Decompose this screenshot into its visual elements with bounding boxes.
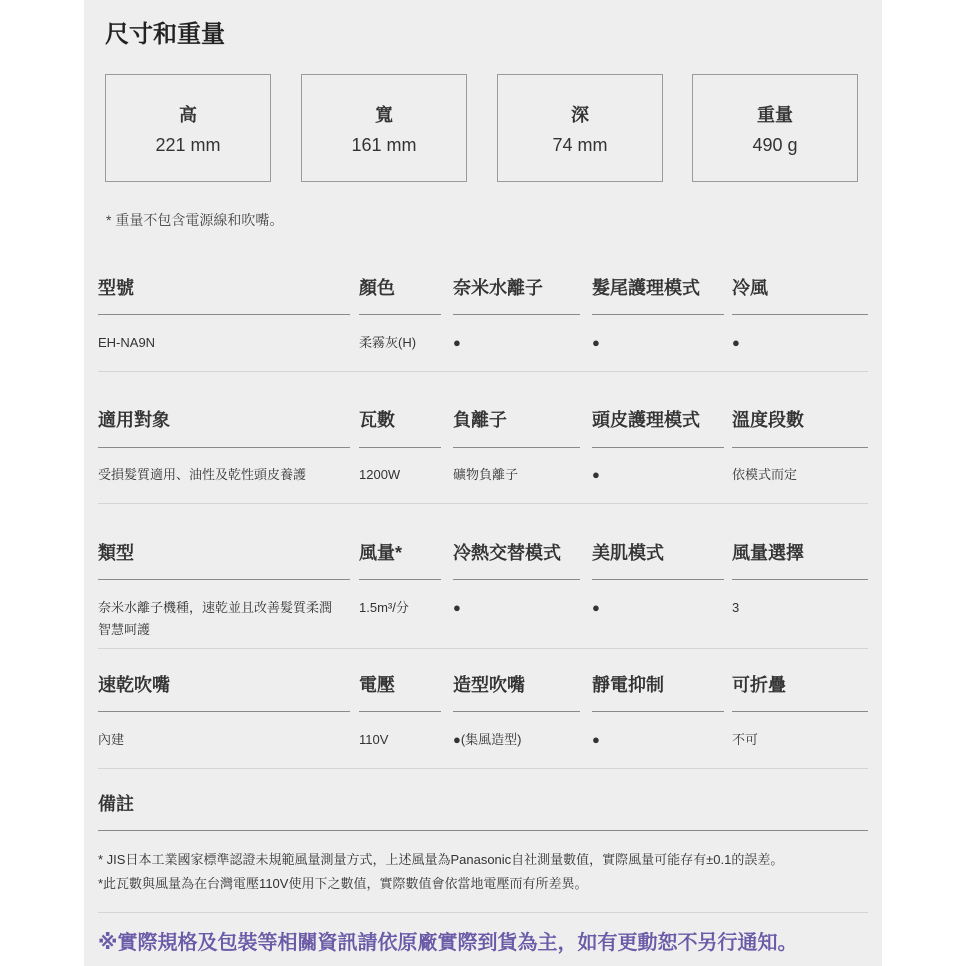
spec-value: ● — [453, 335, 461, 350]
header-rule — [453, 447, 580, 448]
header-rule — [592, 579, 724, 580]
spec-header: 風量* — [359, 543, 403, 563]
spec-header: 型號 — [98, 278, 134, 298]
spec-value: ● — [592, 732, 600, 747]
spec-value: EH-NA9N — [98, 335, 156, 350]
spec-header: 溫度段數 — [732, 410, 804, 430]
header-rule — [359, 314, 441, 315]
dim-label: 寬 — [375, 105, 393, 125]
spec-value: 1.5m³/分 — [359, 600, 409, 615]
spec-header: 髮尾護理模式 — [592, 278, 700, 298]
spec-header: 適用對象 — [98, 410, 170, 430]
remarks-list — [98, 848, 783, 896]
spec-value: 1200W — [359, 467, 401, 482]
spec-header: 電壓 — [359, 675, 395, 695]
spec-value: 依模式而定 — [732, 467, 798, 482]
spec-value: ● — [592, 335, 600, 350]
remarks-rule — [98, 830, 868, 831]
dim-label: 高 — [179, 105, 197, 125]
spec-value: ● — [453, 600, 461, 615]
header-rule — [732, 579, 868, 580]
row-rule — [98, 503, 868, 504]
spec-header: 頭皮護理模式 — [592, 410, 700, 430]
header-rule — [732, 447, 868, 448]
footer-notice: ※實際規格及包裝等相關資訊請依原廠實際到貨為主，如有更動恕不另行通知。 — [98, 932, 798, 954]
dim-box-weight — [692, 74, 858, 182]
header-rule — [359, 447, 441, 448]
header-rule — [453, 314, 580, 315]
spec-value: 3 — [732, 600, 740, 615]
spec-value: ● — [592, 467, 600, 482]
header-rule — [98, 579, 350, 580]
footer-rule — [98, 912, 868, 913]
header-rule — [592, 314, 724, 315]
spec-value: 受損髮質適用、油性及乾性頭皮養護 — [98, 467, 307, 482]
row-rule — [98, 648, 868, 649]
header-rule — [732, 314, 868, 315]
dim-value: 221 mm — [155, 135, 221, 155]
spec-header: 顏色 — [359, 278, 395, 298]
spec-header: 造型吹嘴 — [453, 675, 525, 695]
dim-box-height — [105, 74, 271, 182]
header-rule — [592, 711, 724, 712]
dim-value: 490 g — [752, 135, 798, 155]
spec-header: 類型 — [98, 543, 134, 563]
spec-header: 可折疊 — [732, 675, 786, 695]
remark-line: * JIS日本工業國家標準認證未規範風量測量方式，上述風量為Panasonic自社測量數值，實際風量可能存有±0.1的誤差。 — [98, 852, 784, 867]
dim-label: 重量 — [757, 105, 793, 125]
remark-line: *此瓦數與風量為在台灣電壓110V使用下之數值，實際數值會依當地電壓而有所差異。 — [98, 876, 588, 891]
spec-value: 110V — [359, 732, 389, 747]
spec-value: 礦物負離子 — [453, 467, 519, 482]
spec-header: 奈米水離子 — [453, 278, 543, 298]
header-rule — [453, 711, 580, 712]
spec-value: ● — [592, 600, 600, 615]
dim-value: 74 mm — [552, 135, 608, 155]
spec-header: 靜電抑制 — [592, 675, 664, 695]
spec-value: 柔霧灰(H) — [359, 335, 417, 350]
spec-header: 冷風 — [732, 278, 768, 298]
spec-header: 瓦數 — [359, 410, 395, 430]
spec-header: 速乾吹嘴 — [98, 675, 170, 695]
header-rule — [359, 711, 441, 712]
spec-value: ●(集風造型) — [453, 732, 522, 747]
dim-label: 深 — [571, 105, 589, 125]
header-rule — [592, 447, 724, 448]
spec-header: 風量選擇 — [732, 543, 804, 563]
dim-value: 161 mm — [351, 135, 417, 155]
spec-header: 負離子 — [453, 410, 507, 430]
dim-box-width — [301, 74, 467, 182]
remarks-title: 備註 — [98, 794, 134, 814]
dim-box-depth — [497, 74, 663, 182]
spec-value: 內建 — [98, 732, 125, 747]
spec-header: 冷熱交替模式 — [453, 543, 561, 563]
header-rule — [732, 711, 868, 712]
spec-value: 不可 — [732, 732, 759, 747]
spec-header: 美肌模式 — [592, 543, 664, 563]
row-rule — [98, 768, 868, 769]
spec-value: 奈米水離子機種，速乾並且改善髮質柔潤智慧呵護 — [98, 600, 333, 637]
weight-note: * 重量不包含電源線和吹嘴。 — [106, 212, 284, 228]
header-rule — [359, 579, 441, 580]
header-rule — [453, 579, 580, 580]
section-title: 尺寸和重量 — [105, 21, 225, 48]
header-rule — [98, 711, 350, 712]
row-rule — [98, 371, 868, 372]
header-rule — [98, 314, 350, 315]
header-rule — [98, 447, 350, 448]
spec-value: ● — [732, 335, 740, 350]
